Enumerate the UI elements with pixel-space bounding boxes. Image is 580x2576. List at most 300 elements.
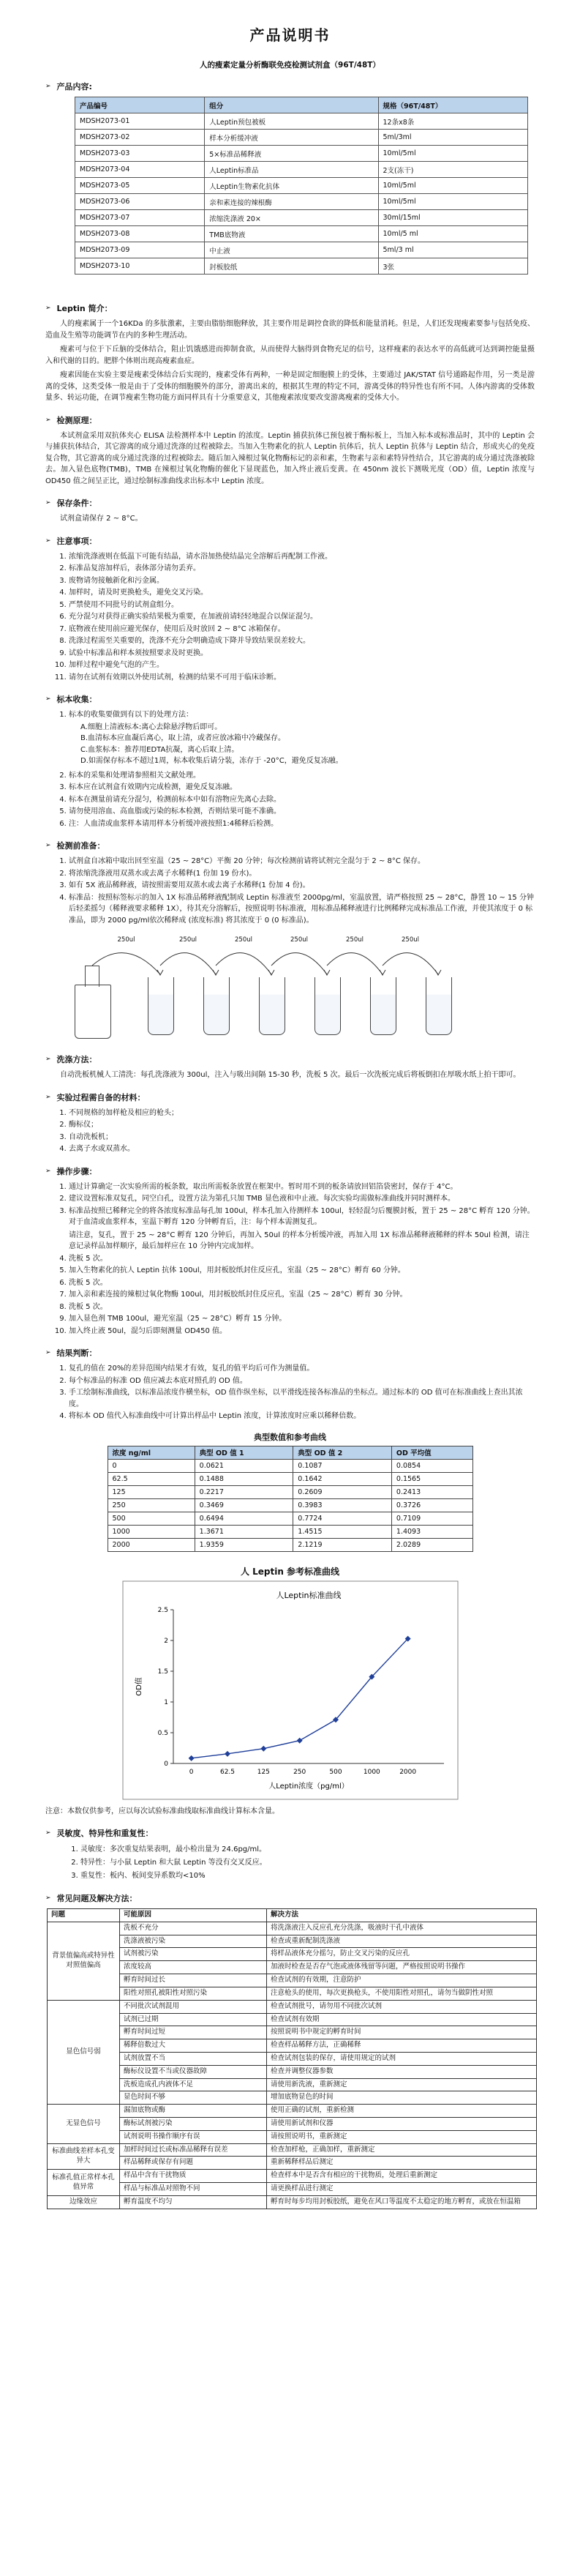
table-row: [48, 2078, 537, 2091]
list-item: 1. 灵敏度：多次重复结果表明，最小检出量为 24.6pg/ml。: [80, 1843, 535, 1856]
section-heading: 检测原理：: [56, 415, 97, 425]
sample-line: A.细胞上清液标本:离心去除悬浮物后即可。: [80, 723, 222, 731]
x-tick-label: 2000: [399, 1768, 416, 1776]
table-cell: 0.2217: [195, 1485, 293, 1498]
x-tick-label: 125: [257, 1768, 270, 1776]
table-cell: 10ml/5 ml: [378, 226, 528, 242]
table-cell: 0.3469: [195, 1498, 293, 1512]
table-row: [48, 1948, 537, 1961]
list-item: 2. 酶标仪；: [69, 1119, 535, 1131]
table-row: [48, 1922, 537, 1935]
paragraph: 瘦素因能在实验主要是瘦素受体结合后实现的，瘦素受体有两种，一种是固定细胞膜上的受体，主要通过 JAK/STAT 信号通路起作用，另一类是游离的受体，这类受体一般是由于了受体的细胞膜外的部分，游离出来的，根据其生理的特定不同，游离受体的特异性也有所不同。人体内游离的受体数量多、转运功能，在调节瘦素生物功能方面同样具有十分重要意义，其他瘦素浓度要改变游离瘦素的受体大小。: [45, 371, 535, 402]
table-row: [75, 162, 528, 178]
storage-section: [45, 497, 535, 525]
table-row: [48, 2118, 537, 2131]
list-item: 5. 加入生物素化的抗人 Leptin 抗体 100ul，用封板胶纸封住反应孔，室温（25 ~ 28°C）孵育 60 分钟。: [69, 1265, 535, 1277]
x-axis-label: 人Leptin浓度（pg/ml）: [268, 1782, 349, 1791]
y-tick-label: 1.5: [157, 1668, 168, 1676]
faq-cause-cell: 孵育时间过长: [120, 1974, 267, 1987]
paragraph: 瘦素可与位于下丘脑的受体结合，阻止饥饿感进而抑制食欲，从而使得大脑得到食物充足的信号，这样瘦素的表达水平的高低就可达到调控能量摄入和代谢的目的。肥胖个体则出现高瘦素血症。: [45, 346, 535, 365]
table-row: [75, 194, 528, 210]
list-item: 8. 洗涤过程需至关重要的，洗涤不充分会明确造成下降并导致结果误差较大。: [69, 635, 535, 647]
results-list: [56, 1363, 535, 1422]
transfer-volume-label: 250ul: [179, 936, 197, 944]
list-item: 1. 复孔的值在 20%的差异范围内结果才有效，复孔的值平均后可作为测量值。: [69, 1363, 535, 1375]
table-cell: 10ml/5ml: [378, 146, 528, 162]
arrow-icon: ➢: [45, 1894, 51, 1902]
table-cell: 0.1642: [293, 1472, 392, 1485]
faq-category-cell: 显色信号弱: [48, 2000, 120, 2105]
faq-cause-cell: 不同批次试剂混用: [120, 2000, 267, 2013]
table-row: [48, 2195, 537, 2209]
arrow-icon: ➢: [45, 695, 51, 703]
arrow-icon: ➢: [45, 537, 51, 545]
faq-solution-cell: 检查或重新配制洗涤液: [267, 1935, 537, 1948]
section-heading: 注意事项：: [56, 536, 97, 546]
table-row: [48, 2157, 537, 2170]
faq-cause-cell: 酶标试剂被污染: [120, 2118, 267, 2131]
transfer-volume-label: 250ul: [235, 936, 252, 944]
table-cell: 0.7109: [391, 1512, 472, 1525]
transfer-arrow: [383, 953, 438, 974]
transfer-volume-label: 250ul: [117, 936, 135, 944]
table-cell: 250: [108, 1498, 195, 1512]
table-header-cell: 浓度 ng/ml: [108, 1446, 195, 1459]
faq-table: [47, 1908, 537, 2209]
table-row: [75, 146, 528, 162]
transfer-arrow: [271, 953, 327, 974]
faq-solution-cell: 请更换样品进行测定: [267, 2183, 537, 2196]
materials-section: [45, 1091, 535, 1155]
table-cell: 浓缩洗涤液 20×: [205, 210, 378, 226]
faq-solution-cell: 检查样品稀释方法，正确稀释: [267, 2039, 537, 2053]
intro-section: [45, 302, 535, 404]
faq-category-cell: 标准孔值正常样本孔值异常: [48, 2170, 120, 2196]
faq-cause-cell: 洗涤液被污染: [120, 1935, 267, 1948]
dilution-tube: [259, 977, 285, 1035]
list-item: 3. 废物请勿接触新化和污金属。: [69, 575, 535, 587]
x-tick-label: 0: [189, 1768, 194, 1776]
table-row: [108, 1525, 472, 1538]
contents-table: [75, 97, 528, 275]
table-cell: 0.7724: [293, 1512, 392, 1525]
table-cell: 1000: [108, 1525, 195, 1538]
dilution-tube: [203, 977, 230, 1035]
table-cell: 0.1087: [293, 1459, 392, 1472]
materials-list: [56, 1108, 535, 1155]
table-cell: 62.5: [108, 1472, 195, 1485]
table-row: [48, 1935, 537, 1948]
table-row: [48, 2039, 537, 2053]
table-header-cell: OD 平均值: [391, 1446, 472, 1459]
faq-solution-cell: 注意枪头的使用，每次更换枪头，不使用阳性对照孔，请勿当做阴性对照: [267, 1987, 537, 2000]
list-item: 8. 洗板 5 次。: [69, 1302, 535, 1313]
faq-category-cell: 标准曲线差样本孔变异大: [48, 2143, 120, 2170]
paragraph: 本试剂盒采用双抗体夹心 ELISA 法检测样本中 Leptin 的浓度。Leptin 捕获抗体已预包被于酶标板上，当加入标本或标准品时，其中的 Leptin 会与捕获抗体结合，其它游离的成分通过洗涤的过程被除去。当加入生物素化的抗人 Leptin 抗体后，抗人 Leptin 抗体与 Leptin 结合，形成夹心的免疫复合物，其它游离的成分通过洗涤的过程被除去。随后加入辣根过氧化物酶标记的亲和素，生物素与亲和素特异性结合，其它游离的成分通过洗涤被除去。加入显色底物(TMB)，TMB 在辣根过氧化物酶的催化下显现蓝色，加入终止液后变黄。在 450nm 波长下测吸光度（OD）值，Leptin 浓度与 OD450 值之间呈正比，通过绘制标准曲线求出标本中 Leptin 浓度。: [45, 431, 535, 485]
table-row: [75, 130, 528, 146]
table-cell: 1.4093: [391, 1525, 472, 1538]
stock-vial: [75, 985, 111, 1039]
x-tick-label: 500: [328, 1768, 342, 1776]
faq-cause-cell: 酶标仪设置不当或仪器故障: [120, 2065, 267, 2078]
table-header-cell: 典型 OD 值 2: [293, 1446, 392, 1459]
transfer-volume-label: 250ul: [290, 936, 308, 944]
y-tick-label: 2.5: [157, 1606, 168, 1614]
table-cell: MDSH2073-07: [75, 210, 205, 226]
list-item: 5. 请勿使用溶血、高血脂或污染的标本检测，否则结果可能不准确。: [69, 806, 535, 818]
faq-cause-cell: 稀释倍数过大: [120, 2039, 267, 2053]
arrow-icon: ➢: [45, 416, 51, 424]
table-row: [48, 1974, 537, 1987]
table-cell: 5×标准品稀释液: [205, 146, 378, 162]
prep-list: [56, 856, 535, 926]
table-row: [48, 2170, 537, 2183]
table-cell: MDSH2073-04: [75, 162, 205, 178]
x-tick-label: 1000: [363, 1768, 380, 1776]
arrow-icon: ➢: [45, 1167, 51, 1175]
faq-solution-cell: 请按照说明书，重新测定: [267, 2130, 537, 2143]
y-axis-label: OD值: [135, 1676, 143, 1696]
table-cell: MDSH2073-06: [75, 194, 205, 210]
y-tick-label: 0.5: [157, 1729, 168, 1737]
list-item: 2. 标准品复溶加样后，表体部分请勿丢弃。: [69, 563, 535, 575]
transfer-arrow: [216, 953, 271, 974]
faq-cause-cell: 加样时间过长或标准品稀释有误差: [120, 2143, 267, 2157]
section-heading: 灵敏度、特异性和重复性：: [56, 1829, 154, 1838]
table-row: [108, 1459, 472, 1472]
precautions-section: [45, 535, 535, 684]
table-row: [75, 178, 528, 194]
table-cell: MDSH2073-05: [75, 178, 205, 194]
table-cell: MDSH2073-02: [75, 130, 205, 146]
list-item: 3. 标本应在试剂盒有效期内完成检测，避免反复冻融。: [69, 782, 535, 794]
list-item: 9. 加入显色剂 TMB 100ul，避光室温（25 ~ 28°C）孵育 15 分钟。: [69, 1313, 535, 1325]
list-item: 2. 标本的采集和处理请参照相关文献处理。: [69, 770, 535, 782]
list-item: 3. 如有 5X 液品稀释液，请按照需要用双蒸水或去离子水稀释(1 份加 4 份)。: [69, 880, 535, 892]
faq-solution-cell: 将洗涤液注入反应孔充分洗涤，吸液时干孔中液体: [267, 1922, 537, 1935]
table-cell: MDSH2073-08: [75, 226, 205, 242]
table-header-cell: 产品编号: [75, 97, 205, 113]
table-row: [108, 1498, 472, 1512]
standard-curve-chart: [122, 1580, 459, 1800]
table-row: [48, 2183, 537, 2196]
document-subtitle: 人的瘦素定量分析酶联免疫检测试剂盒（96T/48T）: [200, 61, 380, 70]
table-row: [48, 1987, 537, 2000]
list-item: 6. 充分混匀对获得正确实验结果极为重要，在加液前请轻轻地混合以保证混匀。: [69, 611, 535, 623]
section-heading: 产品内容:: [56, 82, 92, 92]
faq-cause-cell: 浓度较高: [120, 1961, 267, 1974]
table-cell: 5ml/3ml: [378, 130, 528, 146]
paragraph: 自动洗板机械人工清洗：每孔洗涤液为 300ul，注入与吸出间隔 15-30 秒，洗板 5 次。最后一次洗板完成后将板倒扣在厚吸水纸上拍干即可。: [60, 1071, 521, 1079]
dilution-diagram: [45, 933, 535, 1043]
table-cell: 10ml/5ml: [378, 178, 528, 194]
table-cell: 2.0289: [391, 1538, 472, 1551]
list-item: 2. 每个标准品的标准 OD 值应减去本底对照孔的 OD 值。: [69, 1375, 535, 1387]
list-item: 2. 特异性：与小鼠 Leptin 和大鼠 Leptin 等没有交叉反应。: [80, 1856, 535, 1869]
table-cell: 1.3671: [195, 1525, 293, 1538]
list-item: 4. 标本在测量前请充分混匀，检测前标本中如有溶物应先离心去除。: [69, 794, 535, 806]
table-cell: MDSH2073-10: [75, 258, 205, 275]
table-row: [48, 2065, 537, 2078]
list-item: 6. 洗板 5 次。: [69, 1277, 535, 1289]
table-header-cell: 组分: [205, 97, 378, 113]
table-cell: 0.0854: [391, 1459, 472, 1472]
table-header-cell: 解决方法: [267, 1909, 537, 1922]
table-cell: 3张: [378, 258, 528, 275]
list-item: 11. 请勿在试剂有效期以外使用试剂，检测的结果不可用于临床诊断。: [69, 672, 535, 684]
faq-solution-cell: 加液时检查是否存气泡或液体残留等问题，严格按照说明书操作: [267, 1961, 537, 1974]
list-item: 4. 去离子水或双蒸水。: [69, 1143, 535, 1155]
list-item: 3. 重复性：板内、板间变异系数均<10%: [80, 1870, 535, 1882]
arrow-icon: ➢: [45, 1056, 51, 1063]
list-item: 10. 加入终止液 50ul，混匀后即刻测量 OD450 值。: [69, 1326, 535, 1337]
contents-section: [45, 81, 535, 275]
list-item: 4. 洗板 5 次。: [69, 1253, 535, 1265]
dilution-tube: [315, 977, 341, 1035]
table-cell: 1.4515: [293, 1525, 392, 1538]
transfer-arrow: [327, 953, 383, 974]
transfer-arrow: [160, 953, 216, 974]
list-item: 1. 标本的收集要做到有以下的处理方法：: [69, 709, 535, 721]
table-cell: 2支(冻干): [378, 162, 528, 178]
sample-line: D.如需保存标本不超过1周，标本收集后请分装，冻存于 -20°C，避免反复冻融。: [80, 757, 343, 765]
chart-heading: 人 Leptin 参考标准曲线: [240, 1566, 340, 1577]
faq-cause-cell: 样品稀释或保存有问题: [120, 2157, 267, 2170]
table-cell: 人Leptin预包被板: [205, 113, 378, 130]
arrow-icon: ➢: [45, 499, 51, 507]
sensitivity-section: [45, 1827, 535, 1882]
table-cell: 0.1565: [391, 1472, 472, 1485]
faq-solution-cell: 检查并调整仪器参数: [267, 2065, 537, 2078]
section-heading: 操作步骤：: [56, 1166, 97, 1176]
dilution-tube: [148, 977, 174, 1035]
faq-cause-cell: 显色时间不够: [120, 2091, 267, 2105]
faq-solution-cell: 请使用新洗液，重新测定: [267, 2078, 537, 2091]
table-header-cell: 问题: [48, 1909, 120, 1922]
faq-solution-cell: 将样品液体充分摇匀，防止交叉污染的反应孔: [267, 1948, 537, 1961]
faq-solution-cell: 检查试剂批号，请勿用不同批次试剂: [267, 2000, 537, 2013]
list-item: 4. 标准品：按照标签标示的加入 1X 标准品稀释液配制成 Leptin 标准液至 2000pg/ml，室温放置，请严格按照 25 ~ 28°C，静置 10 ~ 15 分钟后轻柔摇匀（稀释液要求稀释 1X），待其充分溶解后，按照说明书标准液，用标准品稀释液进行比例稀释完成标准品工作液，并使其浓度于 0 标准品，即为 2000 pg/ml依次稀释成 (浓度标准) 将其浓度于 0 (0 标准品)。: [69, 892, 535, 927]
section-heading: 标本收集：: [56, 695, 97, 704]
table-cell: 样本分析缓冲液: [205, 130, 378, 146]
table-cell: 0.0621: [195, 1459, 293, 1472]
list-item: 1. 浓缩洗涤液则在低温下可能有结晶，请水浴加热使结晶完全溶解后再配制工作液。: [69, 551, 535, 563]
table-row: [108, 1538, 472, 1551]
table-row: [75, 226, 528, 242]
table-row: [75, 113, 528, 130]
data-table: [108, 1446, 473, 1552]
list-item: 4. 将标本 OD 值代入标准曲线中可计算出样品中 Leptin 浓度，计算浓度时应乘以稀释倍数。: [69, 1411, 535, 1422]
table-header-cell: 规格（96T/48T）: [378, 97, 528, 113]
list-item: 2. 将浓缩洗涤液用双蒸水或去离子水稀释(1 份加 19 份水)。: [69, 868, 535, 880]
table-cell: 人Leptin生物素化抗体: [205, 178, 378, 194]
table-cell: 0.2609: [293, 1485, 392, 1498]
y-tick-label: 0: [163, 1760, 168, 1768]
table-cell: 亲和素连接的辣根酶: [205, 194, 378, 210]
chart-title: 人Leptin标准曲线: [275, 1590, 342, 1600]
table-cell: 30ml/15ml: [378, 210, 528, 226]
faq-cause-cell: 样品中含有干扰物质: [120, 2170, 267, 2183]
table-cell: 中止液: [205, 242, 378, 258]
arrow-icon: ➢: [45, 1829, 51, 1837]
arrow-icon: ➢: [45, 1093, 51, 1101]
paragraph: 试剂盒请保存 2 ~ 8°C。: [60, 515, 143, 523]
table-row: [48, 2105, 537, 2118]
table-row: [108, 1472, 472, 1485]
table-row: [48, 2013, 537, 2026]
dilution-tube: [426, 977, 452, 1035]
faq-cause-cell: 试剂已过期: [120, 2013, 267, 2026]
table-row: [48, 1961, 537, 1974]
table-cell: 12条x8条: [378, 113, 528, 130]
faq-cause-cell: 洗板造成孔内液体不足: [120, 2078, 267, 2091]
table-row: [75, 242, 528, 258]
table-row: [75, 210, 528, 226]
paragraph: 人的瘦素属于一个16KDa 的多肽激素，主要由脂肪细胞释放，其主要作用是调控食欲的降低和能量消耗。但是，人们还发现瘦素要参与包括免疫、造血及生殖等功能调节在内的多种生理活动。: [45, 320, 535, 340]
table-cell: 0: [108, 1459, 195, 1472]
x-tick-label: 62.5: [219, 1768, 235, 1776]
table-cell: 2000: [108, 1538, 195, 1551]
sample-section: [45, 693, 535, 829]
list-item: 7. 底物液在使用前应避光保存，使用后及时放回 2 ~ 8°C 冰箱保存。: [69, 624, 535, 635]
list-item: 3. 标准品按照已稀释完全的将各浓度标准品每孔加 100ul，样本孔加入待测样本 100ul，轻轻混匀后覆膜封板，置于 25 ~ 28°C 孵育 120 分钟。对于血清或血浆样本，室温下孵育 120 分钟孵育后，注：每个样本需测复孔。 请注意，复孔，置于 25 ~ 28°C 孵育 120 分钟后，再加入 50ul 的样本分析缓冲液，再加入用 1X 标准品稀释液稀释的样本 50ul 检测，请注意记录样品加样顺序，最后加样应在 10 分钟内完成加样。: [69, 1206, 535, 1252]
table-cell: 0.3726: [391, 1498, 472, 1512]
arrow-icon: ➢: [45, 842, 51, 849]
faq-solution-cell: 检查试剂包装的保存，请使用规定的试剂: [267, 2052, 537, 2065]
table-cell: 10ml/5ml: [378, 194, 528, 210]
table-cell: 封板胶纸: [205, 258, 378, 275]
faq-cause-cell: 孵育温度不均匀: [120, 2195, 267, 2209]
steps-section: [45, 1165, 535, 1337]
faq-section: [45, 1892, 535, 2209]
spec-list: [69, 1843, 535, 1882]
faq-category-cell: 边缘效应: [48, 2195, 120, 2209]
list-item: 10. 加样过程中避免气泡的产生。: [69, 660, 535, 671]
principle-section: [45, 414, 535, 488]
transfer-volume-label: 250ul: [402, 936, 419, 944]
list-item: 6. 注：人血清或血浆样本请用样本分析缓冲液按照1:4稀释后检测。: [69, 818, 535, 830]
wash-section: [45, 1053, 535, 1081]
table-cell: 2.1219: [293, 1538, 392, 1551]
table-cell: TMB底物液: [205, 226, 378, 242]
document-title: 产品说明书: [249, 26, 331, 44]
transfer-volume-label: 250ul: [346, 936, 364, 944]
list-item: 9. 试验中标准品和样本须按照要求及时更换。: [69, 648, 535, 660]
arrow-icon: ➢: [45, 1349, 51, 1356]
table-row: [108, 1512, 472, 1525]
table-row: [75, 258, 528, 275]
y-tick-label: 1: [163, 1698, 168, 1706]
faq-cause-cell: 样品与标准品对照物不同: [120, 2183, 267, 2196]
y-tick-label: 2: [163, 1637, 168, 1645]
table-row: [48, 2000, 537, 2013]
table-cell: 5ml/3 ml: [378, 242, 528, 258]
faq-category-cell: 无显色信号: [48, 2105, 120, 2143]
list-item: 3. 自动洗板机；: [69, 1132, 535, 1143]
table-cell: 500: [108, 1512, 195, 1525]
data-table-caption: 典型数值和参考曲线: [254, 1432, 326, 1442]
table-row: [48, 2026, 537, 2039]
table-header-cell: 典型 OD 值 1: [195, 1446, 293, 1459]
step-continuation: 请注意，复孔，置于 25 ~ 28°C 孵育 120 分钟后，再加入 50ul 的样本分析缓冲液，再加入用 1X 标准品稀释液稀释的样本 50ul 检测，请注意记录样品加样顺序，最后加样应在 10 分钟内完成加样。: [69, 1231, 530, 1250]
table-cell: MDSH2073-03: [75, 146, 205, 162]
faq-solution-cell: 按照说明书中规定的孵育时间: [267, 2026, 537, 2039]
list-item: 1. 试剂盒自冰箱中取出回至室温（25 ~ 28°C）平衡 20 分钟；每次检测前请将试剂完全混匀于 2 ~ 8°C 保存。: [69, 856, 535, 867]
list-item: 5. 严禁使用不同批号的试剂盒组分。: [69, 600, 535, 611]
results-section: [45, 1347, 535, 1817]
section-heading: 实验过程需自备的材料：: [56, 1092, 146, 1102]
table-row: [48, 2143, 537, 2157]
table-cell: MDSH2073-09: [75, 242, 205, 258]
faq-solution-cell: 检查样本中是否含有相应的干扰物质，处理后重新测定: [267, 2170, 537, 2183]
list-item: 7. 加入亲和素连接的辣根过氧化物酶 100ul，用封板胶纸封住反应孔，室温（25 ~ 28°C）孵育 30 分钟。: [69, 1289, 535, 1301]
sample-lines: [80, 722, 535, 767]
transfer-arrow: [92, 953, 160, 974]
x-tick-label: 250: [293, 1768, 306, 1776]
section-heading: 常见问题及解决方法：: [56, 1894, 138, 1903]
table-row: [48, 2052, 537, 2065]
section-heading: Leptin 简介：: [56, 304, 113, 313]
faq-cause-cell: 试剂被污染: [120, 1948, 267, 1961]
faq-cause-cell: 试剂放置不当: [120, 2052, 267, 2065]
sample-line: C.血浆标本：推荐用EDTA抗凝，离心后取上清。: [80, 745, 239, 754]
section-heading: 检测前准备：: [56, 841, 105, 851]
section-heading: 洗涤方法：: [56, 1055, 97, 1064]
steps-list: [56, 1181, 535, 1337]
faq-solution-cell: 增加底物显色的时间: [267, 2091, 537, 2105]
faq-cause-cell: 洗板不充分: [120, 1922, 267, 1935]
faq-solution-cell: 检查试剂的有效期，注意防护: [267, 1974, 537, 1987]
chart-note: 注意：本数仅供参考，应以每次试验标准曲线取标准曲线计算标本含量。: [45, 1807, 279, 1815]
faq-solution-cell: 检查试剂有效期: [267, 2013, 537, 2026]
precautions-list: [56, 551, 535, 684]
table-row: [108, 1485, 472, 1498]
sample-intro-list: [56, 709, 535, 721]
faq-cause-cell: 阳性对照孔被阳性对照污染: [120, 1987, 267, 2000]
faq-solution-cell: 重新稀释样品后测定: [267, 2157, 537, 2170]
list-item: 1. 通过计算确定一次实验所需的板条数，取出所需板条放置在框架中。暂时用不到的板条请放回铝箔袋密封，保存于 4°C。: [69, 1181, 535, 1193]
table-row: [48, 2091, 537, 2105]
table-row: [48, 2130, 537, 2143]
faq-cause-cell: 漏加底物或酶: [120, 2105, 267, 2118]
faq-solution-cell: 使用正确的试剂，重新检测: [267, 2105, 537, 2118]
section-heading: 结果判断：: [56, 1348, 97, 1358]
table-cell: 0.3983: [293, 1498, 392, 1512]
table-header-cell: 可能原因: [120, 1909, 267, 1922]
dilution-tube: [370, 977, 396, 1035]
table-cell: 1.9359: [195, 1538, 293, 1551]
faq-solution-cell: 检查加样枪，正确加样，重新测定: [267, 2143, 537, 2157]
arrow-icon: ➢: [45, 83, 51, 90]
faq-cause-cell: 试剂说明书操作顺序有误: [120, 2130, 267, 2143]
sample-list: [56, 770, 535, 830]
sample-line: B.血清标本应血凝后离心，取上清，或者应放冰箱中冷藏保存。: [80, 734, 286, 742]
faq-solution-cell: 请使用新试剂和仪器: [267, 2118, 537, 2131]
section-heading: 保存条件：: [56, 499, 97, 508]
table-cell: 0.1488: [195, 1472, 293, 1485]
list-item: 4. 加样时，请及时更换枪头，避免交叉污染。: [69, 587, 535, 599]
faq-solution-cell: 孵育时每步均用封板胶纸，避免在风口等温度不太稳定的地方孵育，或放在恒温箱: [267, 2195, 537, 2209]
arrow-icon: ➢: [45, 305, 51, 312]
table-cell: 人Leptin标准品: [205, 162, 378, 178]
table-cell: 125: [108, 1485, 195, 1498]
table-cell: 0.6494: [195, 1512, 293, 1525]
list-item: 2. 建议设置标准双复孔，同空白孔，设置方法为第孔只加 TMB 显色液和中止液。每次实验均需做标准曲线并同时测样本。: [69, 1193, 535, 1205]
table-cell: MDSH2073-01: [75, 113, 205, 130]
faq-category-cell: 背景值偏高或特异性对照值偏高: [48, 1922, 120, 2000]
table-cell: 0.2413: [391, 1485, 472, 1498]
prep-section: [45, 840, 535, 1043]
